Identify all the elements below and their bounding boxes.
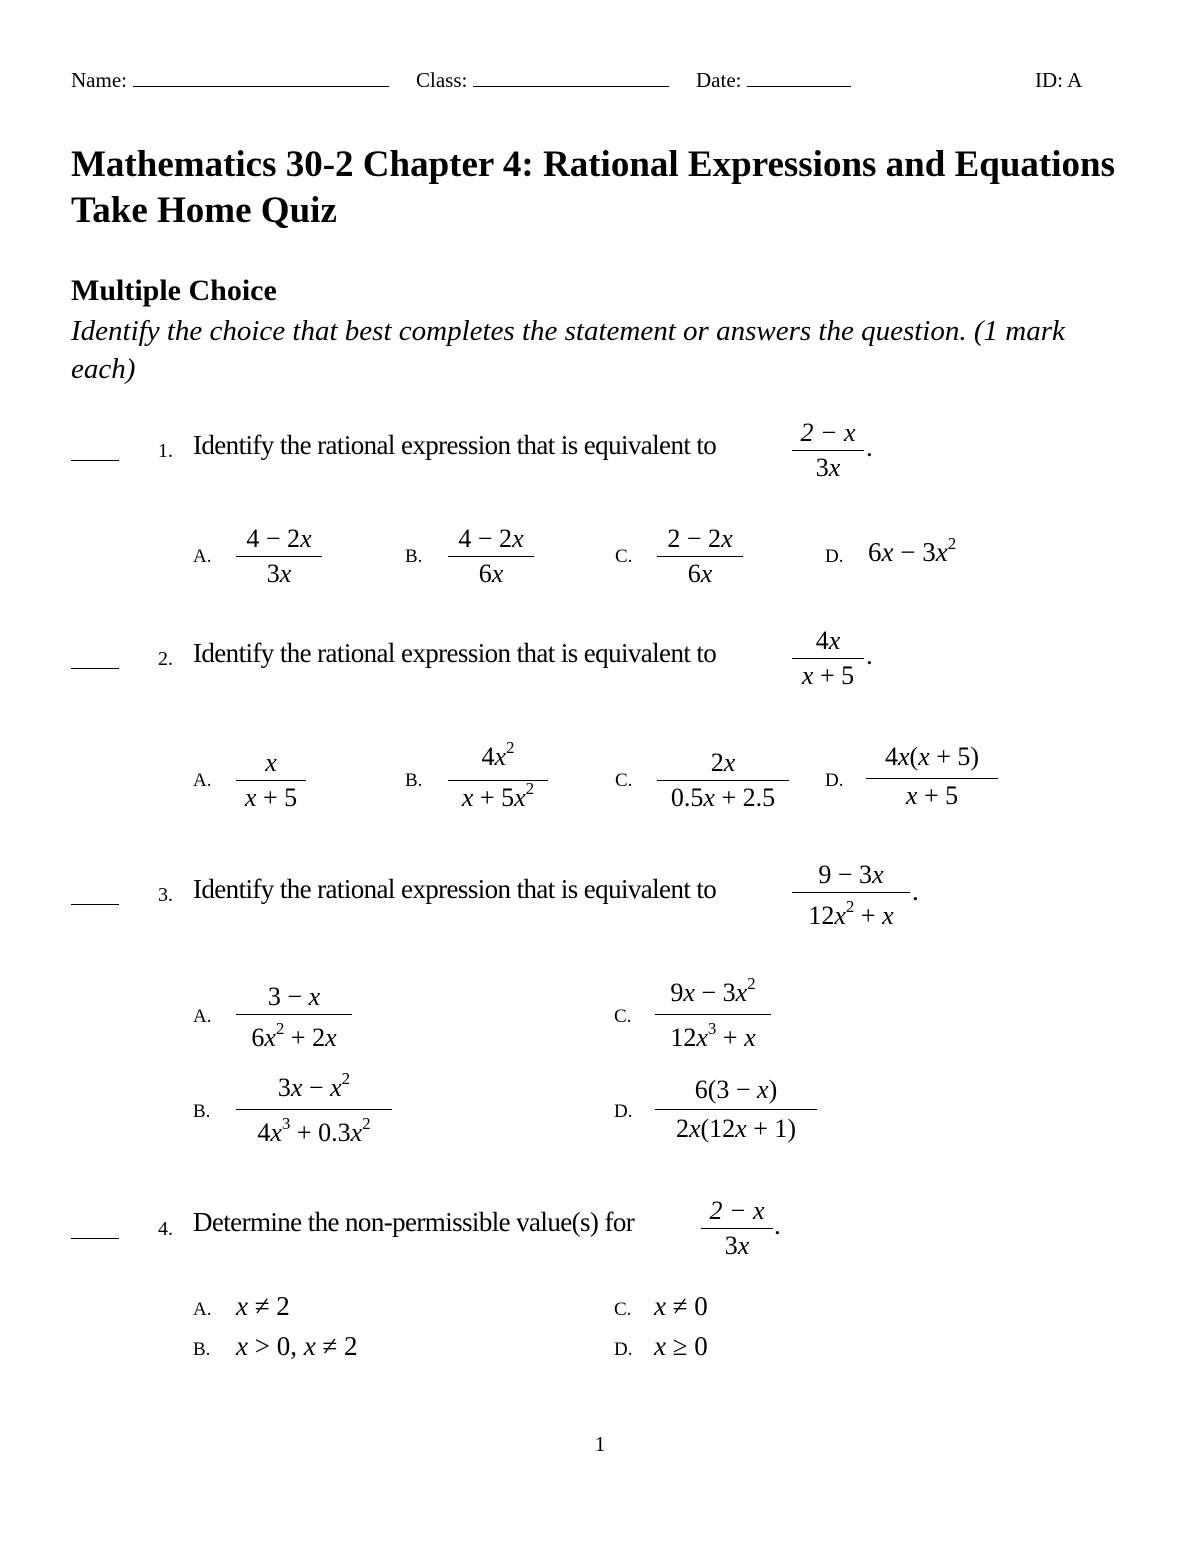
option-letter: D.: [825, 770, 844, 791]
question-number: 2.: [158, 648, 173, 670]
class-blank[interactable]: [473, 70, 669, 87]
option-letter: A.: [193, 770, 212, 791]
question-text: Identify the rational expression that is equivalent to: [193, 430, 717, 460]
option-letter: A.: [193, 546, 212, 567]
quiz-title: Mathematics 30-2 Chapter 4: Rational Expressions and Equations Take Home Quiz: [71, 144, 1115, 231]
question-text: Identify the rational expression that is equivalent to: [193, 874, 717, 904]
option-letter: C.: [614, 1299, 632, 1320]
answer-blank-4[interactable]: [71, 1238, 119, 1239]
name-label: Name:: [71, 68, 127, 92]
option-letter: C.: [615, 546, 633, 567]
option-letter: A.: [193, 1299, 212, 1320]
answer-blank-3[interactable]: [71, 904, 119, 905]
question-expression: 2 − x 3x: [701, 1196, 773, 1261]
date-blank[interactable]: [747, 70, 851, 87]
question-number: 3.: [158, 884, 173, 906]
class-field[interactable]: [416, 68, 669, 93]
option-letter: C.: [615, 770, 633, 791]
option-letter: D.: [614, 1339, 633, 1360]
section-heading: Multiple Choice: [71, 274, 277, 307]
id-label: ID: A: [1035, 68, 1083, 92]
question-text: Identify the rational expression that is equivalent to: [193, 638, 717, 668]
date-label: Date:: [696, 68, 742, 92]
question-text: Determine the non-permissible value(s) for: [193, 1207, 635, 1237]
option-letter: B.: [405, 770, 423, 791]
name-blank[interactable]: [133, 70, 389, 87]
option-letter: A.: [193, 1006, 212, 1027]
question-number: 1.: [158, 440, 173, 462]
fraction-numerator: 2 − x: [800, 418, 856, 447]
date-field[interactable]: [696, 68, 851, 93]
answer-blank-2[interactable]: [71, 668, 119, 669]
question-number: 4.: [158, 1218, 173, 1240]
name-field[interactable]: [71, 68, 389, 93]
fraction-denominator: 3x: [815, 453, 841, 482]
option-letter: B.: [405, 546, 423, 567]
option-letter: B.: [193, 1101, 211, 1122]
option-letter: D.: [825, 546, 844, 567]
option-letter: D.: [614, 1101, 633, 1122]
student-info-header: [71, 68, 1101, 98]
section-instructions: Identify the choice that best completes the statement or answers the question. (1 mark each): [71, 315, 1065, 385]
class-label: Class:: [416, 68, 468, 92]
answer-blank-1[interactable]: [71, 460, 119, 461]
option-letter: C.: [614, 1006, 632, 1027]
page-number: 1: [594, 1432, 606, 1456]
option-letter: B.: [193, 1339, 211, 1360]
question-expression: 9 − 3x $12x^2 + x$: [792, 860, 910, 931]
question-expression: 4x x + 5: [792, 626, 864, 691]
question-expression: [792, 418, 864, 483]
